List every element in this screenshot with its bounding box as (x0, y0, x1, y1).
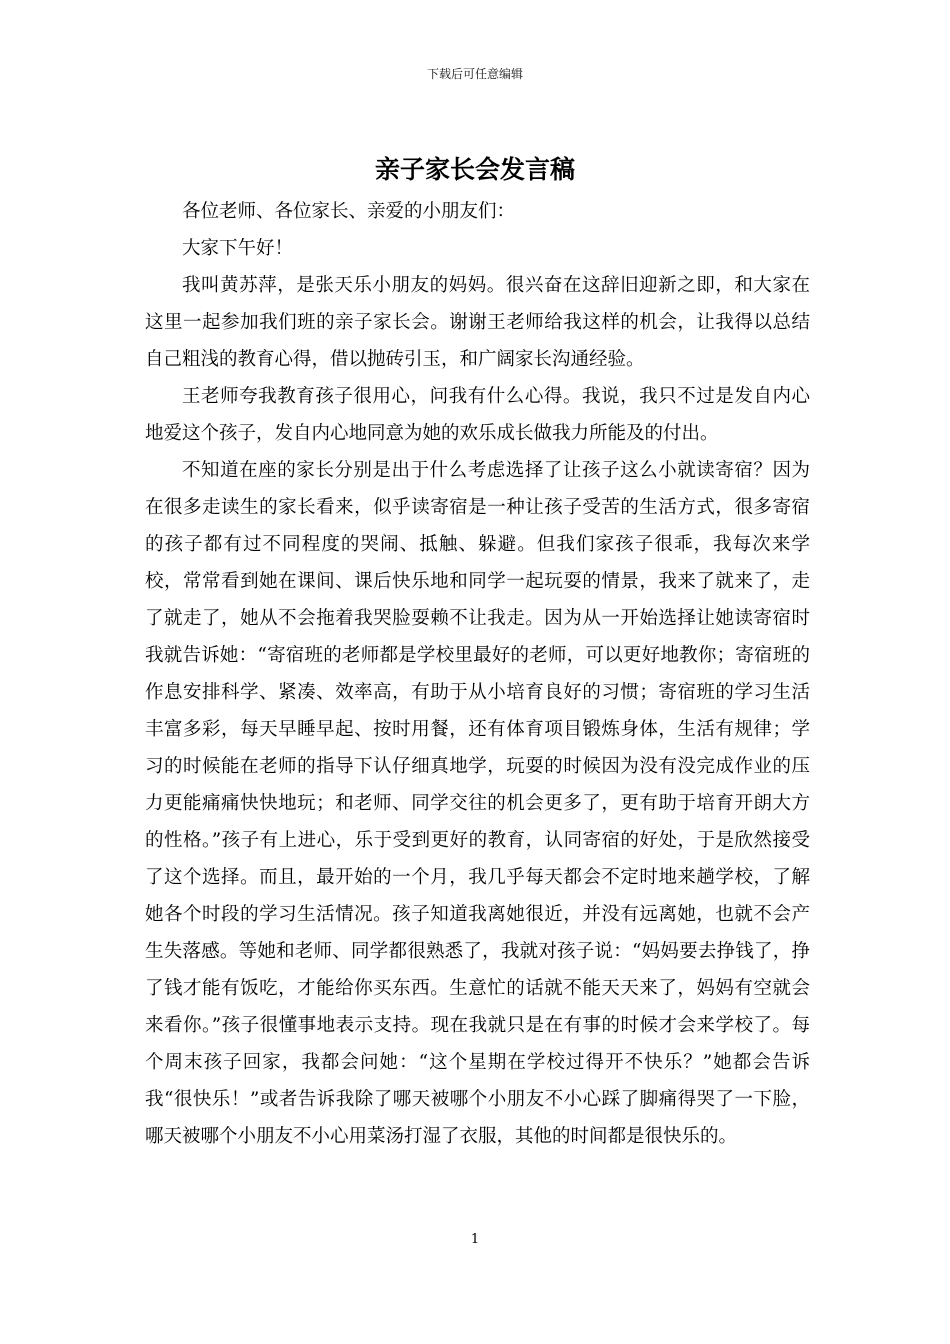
salutation-paragraph: 各位老师、各位家长、亲爱的小朋友们： (182, 201, 516, 222)
teacher-praise-paragraph: 王老师夸我教育孩子很用心，问我有什么心得。我说，我只不过是发自内心地爱这个孩子，发自内心地同意为她的欢乐成长做我力所能及的付出。 (145, 386, 810, 444)
page-header-note: 下载后可任意编辑 (426, 67, 523, 81)
page-number: 1 (470, 1232, 480, 1247)
document-body (145, 193, 810, 1155)
introduction-paragraph: 我叫黄苏萍，是张天乐小朋友的妈妈。很兴奋在这辞旧迎新之即，和大家在这里一起参加我们班的亲子家长会。谢谢王老师给我这样的机会，让我得以总结自己粗浅的教育心得，借以抛砖引玉，和广阔家长沟通经验。 (145, 275, 810, 370)
boarding-school-paragraph: 不知道在座的家长分别是出于什么考虑选择了让孩子这么小就读寄宿？因为在很多走读生的家长看来，似乎读寄宿是一种让孩子受苦的生活方式，很多寄宿的孩子都有过不同程度的哭闹、抵触、躲避。但我们家孩子很乖，我每次来学校，常常看到她在课间、课后快乐地和同学一起玩耍的情景，我来了就来了，走了就走了，她从不会拖着我哭脸耍赖不让我走。因为从一开始选择让她读寄宿时我就告诉她：“寄宿班的老师都是学校里最好的老师，可以更好地教你；寄宿班的作息安排科学、紧凑、效率高，有助于从小培育良好的习惯；寄宿班的学习生活丰富多彩，每天早睡早起、按时用餐，还有体育项目锻炼身体，生活有规律；学习的时候能在老师的指导下认仔细真地学，玩耍的时候因为没有没完成作业的压力更能痛痛快快地玩；和老师、同学交往的机会更多了，更有助于培育开朗大方的性格。”孩子有上进心，乐于受到更好的教育，认同寄宿的好处，于是欣然接受了这个选择。而且，最开始的一个月，我几乎每天都会不定时地来趟学校，了解她各个时段的学习生活情况。孩子知道我离她很近，并没有远离她，也就不会产生失落感。等她和老师、同学都很熟悉了，我就对孩子说：“妈妈要去挣钱了，挣了钱才能有饭吃，才能给你买东西。生意忙的话就不能天天来了，妈妈有空就会来看你。”孩子很懂事地表示支持。现在我就只是在有事的时候才会来学校了。每个周末孩子回家，我都会问她：“这个星期在学校过得开不快乐？”她都会告诉我“很快乐！”或者告诉我除了哪天被哪个小朋友不小心踩了脚痛得哭了一下脸，哪天被哪个小朋友不小心用菜汤打湿了衣服，其他的时间都是很快乐的。 (145, 460, 810, 1147)
document-title: 亲子家长会发言稿 (374, 155, 575, 184)
greeting-paragraph: 大家下午好！ (182, 238, 294, 259)
